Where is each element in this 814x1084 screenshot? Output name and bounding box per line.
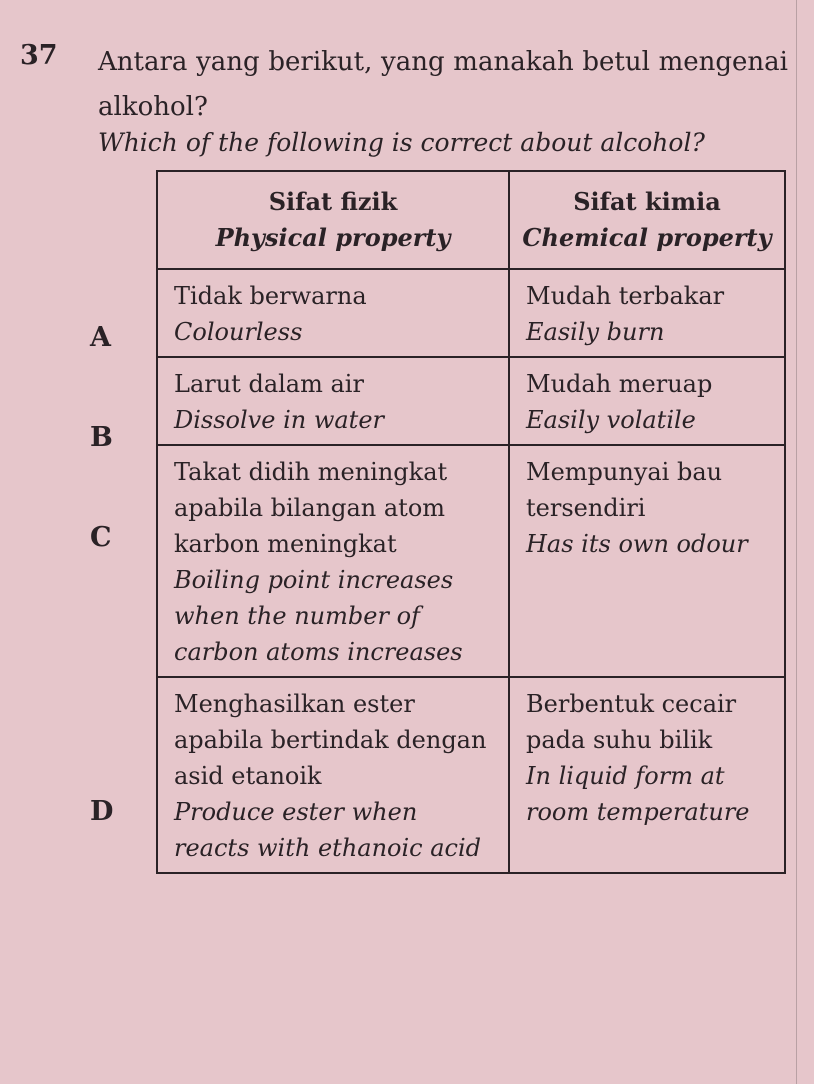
table-row: [157, 677, 785, 873]
physical-ms: Larut dalam air: [174, 370, 364, 398]
page-margin-line: [796, 0, 797, 1084]
physical-en: Dissolve in water: [174, 406, 384, 434]
header-physical-ms: Sifat fizik: [268, 187, 398, 216]
question-text-english: Which of the following is correct about alcohol?: [98, 128, 705, 157]
physical-ms: Takat didih meningkat apabila bilangan atom karbon meningkat: [174, 458, 448, 558]
question-number: 37: [20, 40, 58, 71]
table-header-row: [157, 171, 785, 269]
option-label-b[interactable]: B: [90, 422, 113, 453]
header-chemical: [509, 171, 785, 269]
option-label-a[interactable]: A: [90, 322, 111, 353]
chemical-ms: Mempunyai bau tersendiri: [526, 458, 723, 522]
physical-en: Colourless: [174, 318, 303, 346]
chemical-en: Easily volatile: [526, 406, 696, 434]
option-label-c[interactable]: C: [90, 522, 112, 553]
chemical-ms: Berbentuk cecair pada suhu bilik: [526, 690, 737, 754]
chemical-ms: Mudah terbakar: [526, 282, 725, 310]
chemical-en: In liquid form at room temperature: [526, 762, 750, 826]
physical-en: Boiling point increases when the number of carbon atoms increases: [174, 566, 463, 666]
physical-ms: Menghasilkan ester apabila bertindak dengan asid etanoik: [174, 690, 487, 790]
table-row: [157, 357, 785, 445]
physical-ms: Tidak berwarna: [174, 282, 367, 310]
table-row: [157, 269, 785, 357]
chemical-en: Has its own odour: [526, 530, 748, 558]
header-chemical-en: Chemical property: [522, 223, 772, 252]
physical-en: Produce ester when reacts with ethanoic acid: [174, 798, 482, 862]
table-row: [157, 445, 785, 677]
chemical-en: Easily burn: [526, 318, 665, 346]
header-chemical-ms: Sifat kimia: [573, 187, 721, 216]
header-physical-en: Physical property: [215, 223, 451, 252]
answer-table: [156, 170, 786, 874]
option-label-d[interactable]: D: [90, 796, 114, 827]
question-text-malay: Antara yang berikut, yang manakah betul mengenai alkohol?: [98, 47, 788, 122]
header-physical: [157, 171, 509, 269]
chemical-ms: Mudah meruap: [526, 370, 713, 398]
